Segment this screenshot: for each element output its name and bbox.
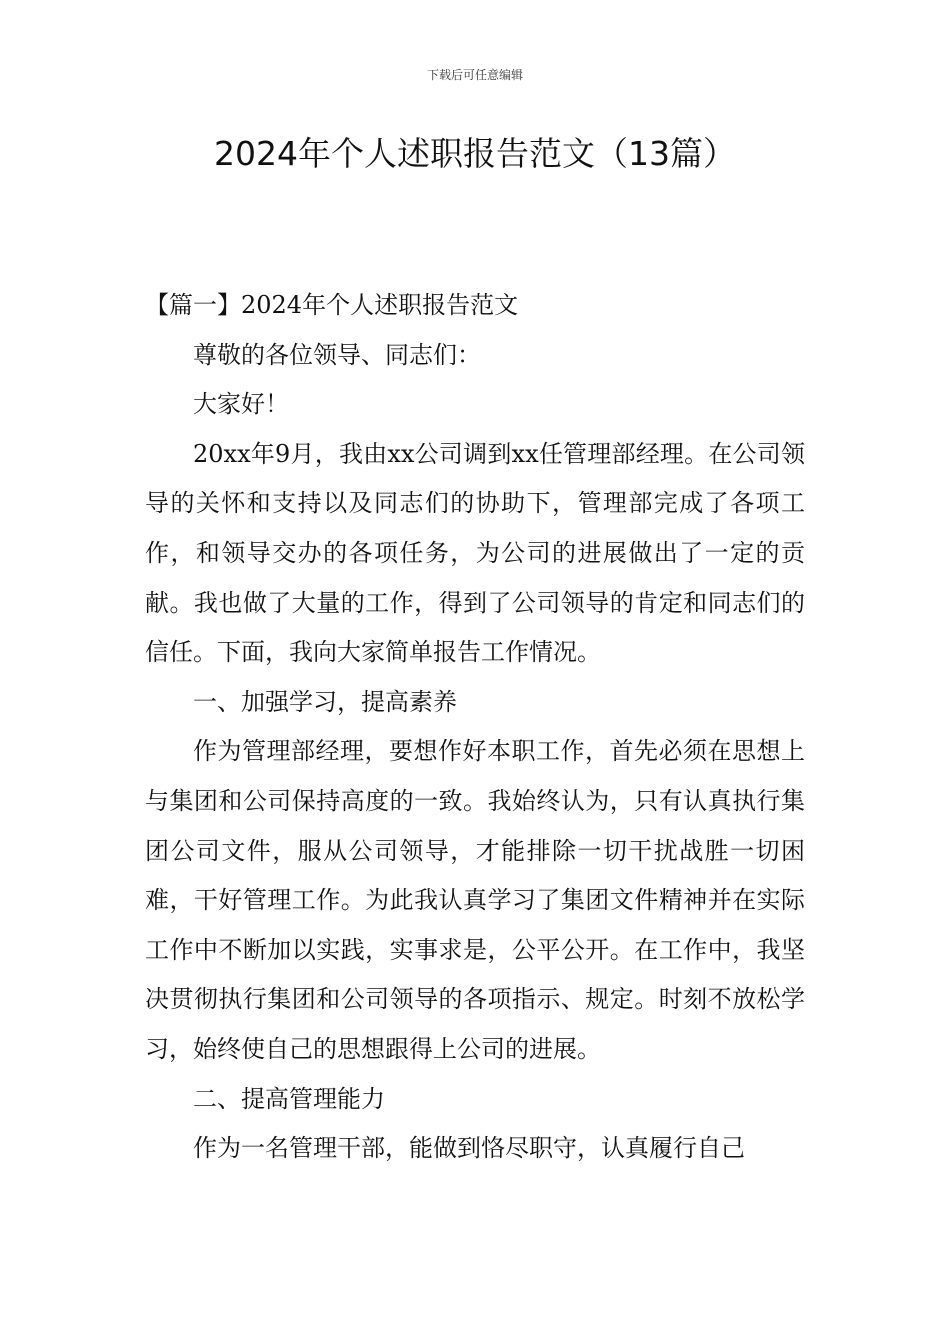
- section-heading: 【篇一】2024年个人述职报告范文: [145, 291, 519, 319]
- document-body: [145, 281, 805, 1174]
- document-title: 2024年个人述职报告范文（13篇）: [214, 134, 736, 173]
- subheading-2: 二、提高管理能力: [193, 1084, 385, 1113]
- salutation: 尊敬的各位领导、同志们：: [193, 340, 481, 369]
- header-note: 下载后可任意编辑: [426, 68, 523, 82]
- greeting: 大家好！: [193, 390, 289, 419]
- paragraph-study: 作为管理部经理，要想作好本职工作，首先必须在思想上与集团和公司保持高度的一致。我始终认为，只有认真执行集团公司文件，服从公司领导，才能排除一切干扰战胜一切困难，干好管理工作。为此我认真学习了集团文件精神并在实际工作中不断加以实践，实事求是，公平公开。在工作中，我坚决贯彻执行集团和公司领导的各项指示、规定。时刻不放松学习，始终使自己的思想跟得上公司的进展。: [145, 737, 805, 1063]
- paragraph-management: 作为一名管理干部，能做到恪尽职守，认真履行自己: [193, 1134, 745, 1163]
- subheading-1: 一、加强学习，提高素养: [193, 687, 457, 716]
- intro-paragraph: 20xx年9月，我由xx公司调到xx任管理部经理。在公司领导的关怀和支持以及同志们的协助下，管理部完成了各项工作，和领导交办的各项任务，为公司的进展做出了一定的贡献。我也做了大量的工作，得到了公司领导的肯定和同志们的信任。下面，我向大家简单报告工作情况。: [145, 439, 805, 667]
